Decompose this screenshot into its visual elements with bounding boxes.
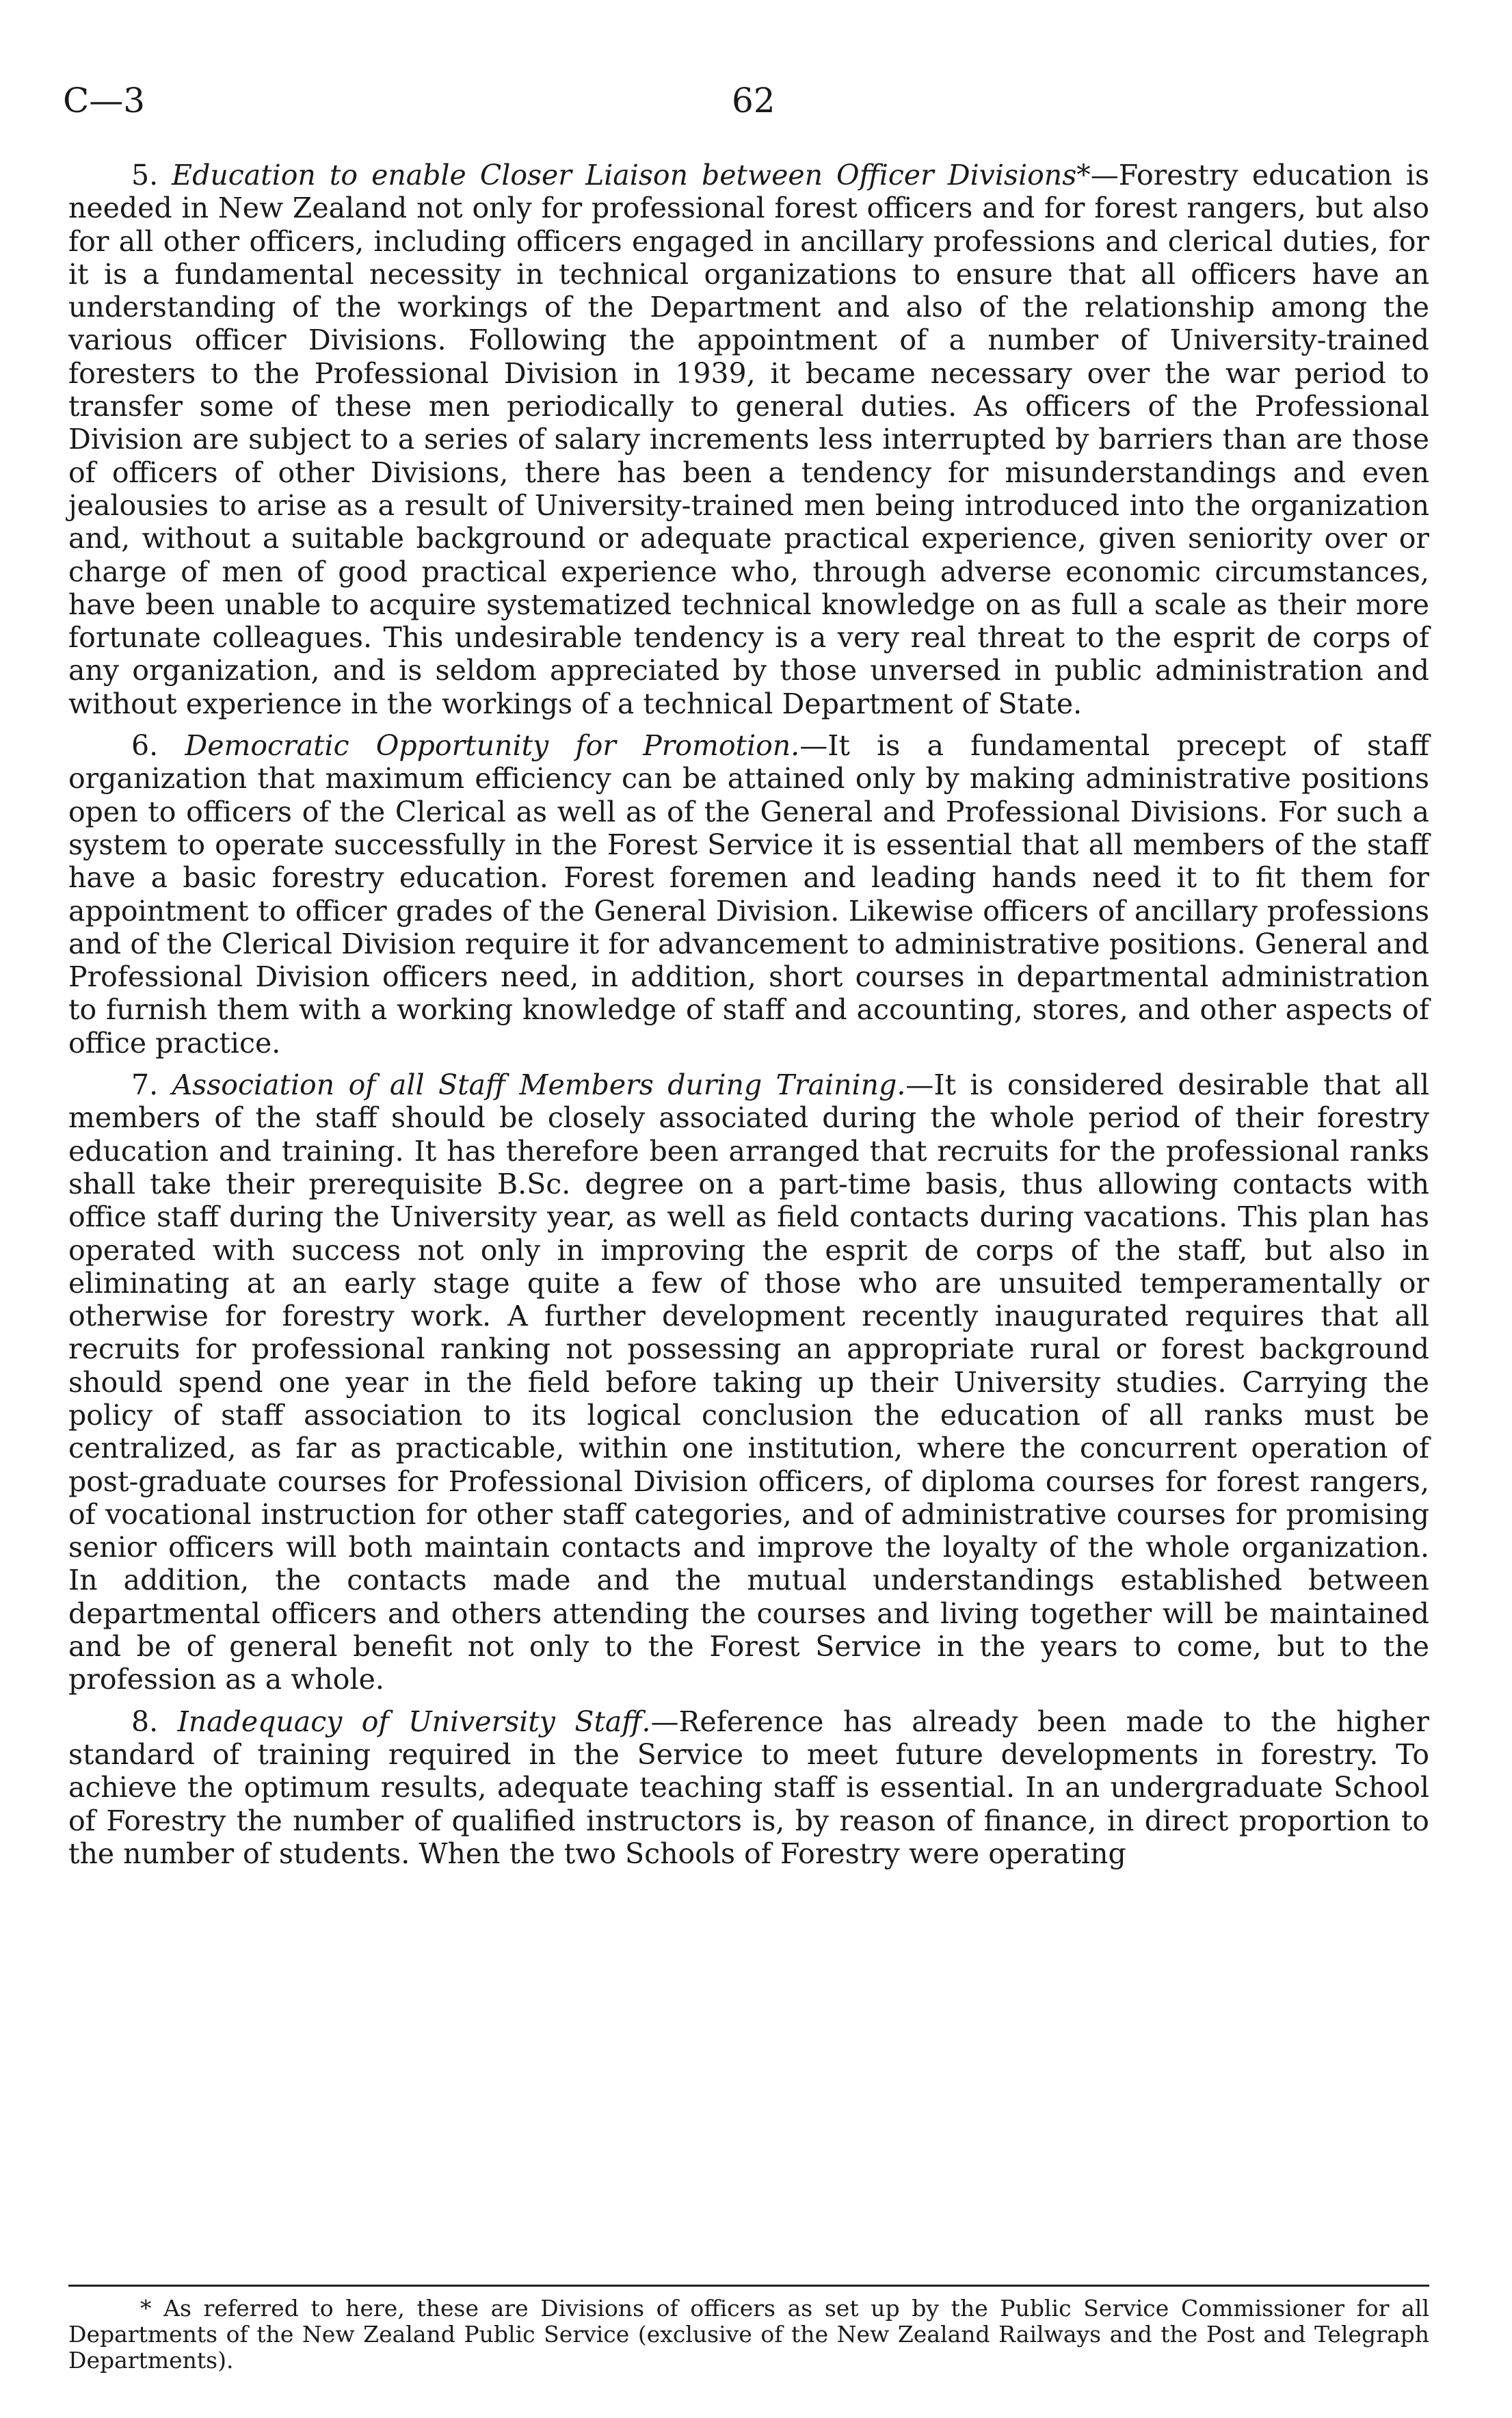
paragraph-number: 8. — [131, 1705, 159, 1738]
paragraph-number: 7. — [131, 1068, 159, 1102]
paragraph-title: Democratic Opportunity for Promotion. — [185, 729, 800, 763]
paragraph-title: Education to enable Closer Liaison between Officer Divisions* — [172, 159, 1091, 192]
paragraph-text: Reference has already been made to the higher standard of training required in the Service to meet future developments in forestry. To achieve the optimum results, adequate teaching staff is essential. In an undergraduate School of Forestry the number of qualified instructors is, by reason of finance, in direct proportion to the number of students. When the two Schools of Forestry were operating — [68, 1705, 1429, 1870]
paragraph-title: Association of all Staff Members during Training. — [172, 1068, 906, 1102]
document-reference: C—3 — [63, 81, 146, 120]
footnote-text: * As referred to here, these are Divisions of officers as set up by the Public Service Commissioner for all Departments of the New Zealand Public Service (exclusive of the New Zealand Railways and the Post and Telegraph Departments). — [68, 2295, 1429, 2374]
paragraph-dash: — — [1090, 159, 1119, 192]
paragraph-7 — [68, 1068, 1429, 1696]
paragraph-5 — [68, 159, 1429, 720]
paragraph-dash: — — [650, 1705, 679, 1738]
paragraph-dash: — — [905, 1068, 934, 1102]
paragraph-text: Forestry education is needed in New Zealand not only for professional forest officers and for forest rangers, but also for all other officers, including officers engaged in ancillary professions and clerical duties, for it is a fundamental necessity in technical organizations to ensure that all officers have an understanding of the workings of the Department and also of the relationship among the various officer Divisions. Following the appointment of a number of University-trained foresters to the Professional Division in 1939, it became necessary over the war period to transfer some of these men periodically to general duties. As officers of the Professional Division are subject to a series of salary increments less interrupted by barriers than are those of officers of other Divisions, there has been a tendency for misunderstandings and even jealousies to arise as a result of University-trained men being introduced into the organization and, without a suitable background or adequate practical experience, given seniority over or charge of men of good practical experience who, through adverse economic circumstances, have been unable to acquire systematized technical knowledge on as full a scale as their more fortunate colleagues. This undesirable tendency is a very real threat to the esprit de corps of any organization, and is seldom appreciated by those unversed in public administration and without experience in the workings of a technical Department of State. — [68, 159, 1430, 720]
paragraph-title: Inadequacy of University Staff. — [177, 1705, 651, 1738]
paragraph-number: 6. — [131, 729, 159, 763]
footnote — [68, 2296, 1429, 2374]
body-text — [68, 159, 1429, 1879]
paragraph-6 — [68, 729, 1429, 1060]
paragraph-8 — [68, 1705, 1429, 1870]
paragraph-text: It is a fundamental precept of staff organization that maximum efficiency can be attained only by making administrative positions open to officers of the Clerical as well as of the General and Professional Divisions. For such a system to operate successfully in the Forest Service it is essential that all members of the staff have a basic forestry education. Forest foremen and leading hands need it to fit them for appointment to officer grades of the General Division. Likewise officers of ancillary professions and of the Clerical Division require it for advancement to administrative positions. General and Professional Division officers need, in addition, short courses in departmental administration to furnish them with a working knowledge of staff and accounting, stores, and other aspects of office practice. — [68, 729, 1429, 1060]
paragraph-dash: — — [799, 729, 828, 763]
footnote-divider — [68, 2285, 1429, 2287]
paragraph-number: 5. — [131, 159, 159, 192]
paragraph-text: It is considered desirable that all members of the staff should be closely associated during the whole period of their forestry education and training. It has therefore been arranged that recruits for the professional ranks shall take their prerequisite B.Sc. degree on a part-time basis, thus allowing contacts with office staff during the University year, as well as field contacts during vacations. This plan has operated with success not only in improving the esprit de corps of the staff, but also in eliminating at an early stage quite a few of those who are unsuited temperamentally or otherwise for forestry work. A further development recently inaugurated requires that all recruits for professional ranking not possessing an appropriate rural or forest background should spend one year in the field before taking up their University studies. Carrying the policy of staff association to its logical conclusion the education of all ranks must be centralized, as far as practicable, within one institution, where the concurrent operation of post-graduate courses for Professional Division officers, of diploma courses for forest rangers, of vocational instruction for other staff categories, and of administrative courses for promising senior officers will both maintain contacts and improve the loyalty of the whole organization. In addition, the contacts made and the mutual understandings established between departmental officers and others attending the courses and living together will be maintained and be of general benefit not only to the Forest Service in the years to come, but to the profession as a whole. — [68, 1068, 1429, 1696]
page-number: 62 — [732, 81, 775, 120]
